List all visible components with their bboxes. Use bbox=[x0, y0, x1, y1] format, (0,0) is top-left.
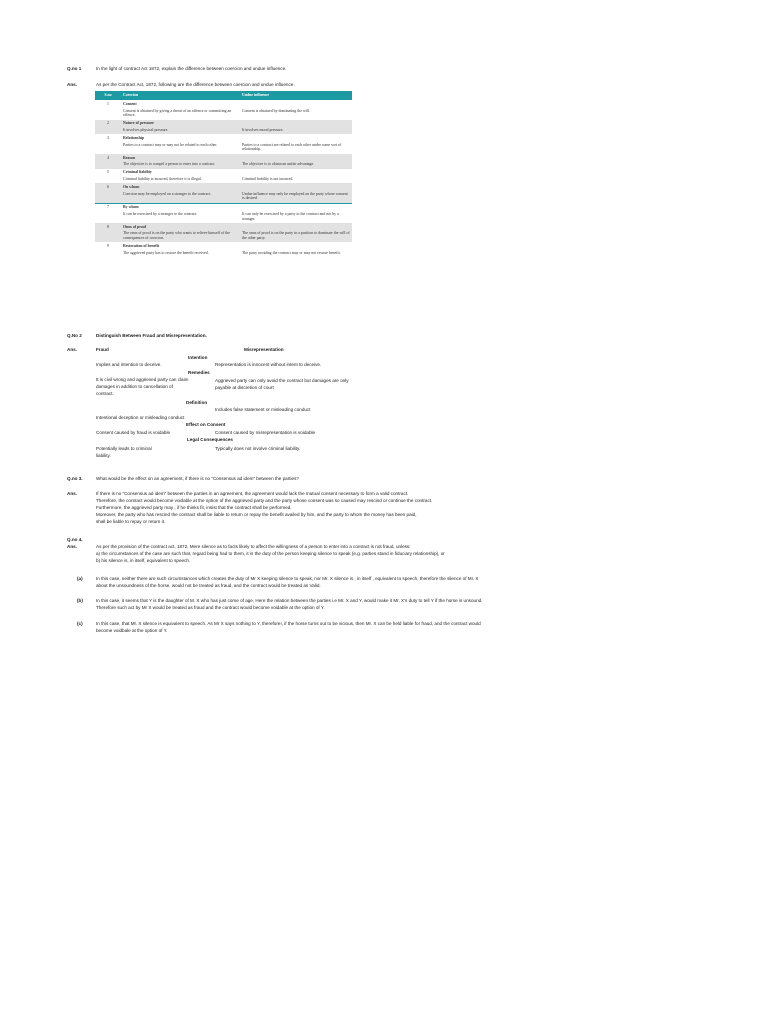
table-row bbox=[95, 100, 352, 119]
table-row bbox=[95, 120, 352, 135]
undue-influence-text: It can only be exercised by a party to the contract and not by a stranger. bbox=[242, 212, 339, 221]
q2-question: Distinguish Between Fraud and Misrepresentation. bbox=[96, 333, 207, 338]
q3-answer-line-5: shall be liable to repay or return it. bbox=[96, 519, 166, 524]
undue-influence-text: The party avoiding the contract may or may not restore benefit. bbox=[242, 250, 341, 255]
q1-label: Q.no 1 bbox=[67, 66, 82, 71]
q2-heading-effect-on-consent: Effect on Consent bbox=[186, 422, 226, 427]
coercion-text: Parties to a contract may or may not be related to each other. bbox=[123, 142, 218, 147]
q4-part-b-line-1: In this case, it seems that Y is the daughter of M. X who has just come of age, Here the relation between the parties i.e Mr. X and Y, would make it Mr. X's duty to tell Y if the horse is unsound. bbox=[96, 598, 483, 603]
q4-answer-line-3: b) his silence is, in itself, equivalent to speech. bbox=[96, 558, 191, 563]
q2-mis-remedies-2: payable at discretion of court bbox=[215, 385, 274, 390]
table-cell-undue-influence bbox=[240, 134, 352, 153]
q2-col-fraud: Fraud bbox=[96, 347, 109, 352]
coercion-text: The aggrieved party has to restore the benefit received. bbox=[123, 250, 209, 255]
table-cell-sno: 2 bbox=[95, 120, 121, 135]
table-row bbox=[95, 134, 352, 153]
table-cell-undue-influence bbox=[240, 183, 352, 203]
q2-fraud-remedies-1: It is civil wrong and aggrieved party can claim bbox=[96, 377, 189, 382]
table-cell-sno: 1 bbox=[95, 100, 121, 119]
table-cell-coercion bbox=[121, 100, 240, 119]
q3-answer-line-4: Moreover, the party who has rescind the contract shall be liable to return or repay the benefit availed by him, and the party to whom the money has been paid, bbox=[96, 512, 417, 517]
table-row bbox=[95, 154, 352, 169]
q4-label: Q.no 4. bbox=[67, 537, 83, 542]
undue-influence-text: It involves moral pressure. bbox=[242, 127, 284, 132]
q3-answer-label: Ans. bbox=[67, 491, 77, 496]
q4-answer-line-2: a) the circumstances of the case are such that, regard being had to them, it is the duty of the person keeping silence to speak (e.g. parties stand in fiduciary relationship), or bbox=[96, 551, 445, 556]
table-cell-coercion bbox=[121, 134, 240, 153]
table-cell-coercion bbox=[121, 242, 240, 257]
q2-fraud-remedies-2: damages in addition to cancellation of bbox=[96, 384, 173, 389]
table-cell-sno: 4 bbox=[95, 154, 121, 169]
spacer bbox=[242, 205, 350, 210]
row-heading: Onus of proof bbox=[123, 224, 147, 229]
q4-part-b-line-2: Therefore such act by Mr X would be treated as fraud and the contract would become voidable at the option of Y. bbox=[96, 605, 325, 610]
table-cell-undue-influence bbox=[240, 154, 352, 169]
table-header-coercion: Coercion bbox=[121, 91, 240, 100]
spacer bbox=[242, 225, 350, 230]
coercion-text: Coercion may be employed on a stranger to the contract. bbox=[123, 191, 212, 196]
spacer bbox=[242, 244, 350, 249]
table-cell-sno: 8 bbox=[95, 223, 121, 242]
q1-answer-label: Ans. bbox=[67, 82, 77, 87]
row-heading: By whom bbox=[123, 205, 139, 210]
table-cell-sno: 7 bbox=[95, 203, 121, 223]
undue-influence-text: Parties to a contract are related to each other under some sort of relationship. bbox=[242, 142, 342, 152]
table-cell-coercion bbox=[121, 183, 240, 203]
q3-question: What would be the effect on an agreement, if there is no “Consensus ad idem” between the parties? bbox=[96, 476, 299, 481]
coercion-text: Criminal liability is incurred, therefore it is illegal. bbox=[123, 176, 202, 181]
q2-mis-intention: Representation is innocent without intent to deceive. bbox=[215, 362, 322, 367]
q1-question: In the light of contract Act 1872, explain the difference between coercion and undue influence. bbox=[96, 66, 287, 71]
row-heading: Consent bbox=[123, 101, 137, 106]
q4-answer-line-1: As per the provision of the contract act, 1872, Mere silence as to facts likely to affect the willingness of a person to enter into a contract is not fraud, unless: bbox=[96, 544, 411, 549]
table-row bbox=[95, 183, 352, 203]
undue-influence-text: Consent is obtained by dominating the will. bbox=[242, 108, 310, 113]
table-cell-sno: 3 bbox=[95, 134, 121, 153]
row-heading: Restoration of benefit bbox=[123, 244, 160, 249]
undue-influence-text: The onus of proof is on the party in a position to dominate the will of the other party. bbox=[242, 231, 350, 241]
q3-label: Q.no 3. bbox=[67, 476, 83, 481]
coercion-undue-influence-table bbox=[95, 91, 352, 257]
table-row bbox=[95, 223, 352, 242]
coercion-text: It can be exercised by a stranger to the contract. bbox=[123, 212, 198, 217]
q2-fraud-legal-1: Potentially leads to criminal bbox=[96, 446, 152, 451]
table-cell-sno: 5 bbox=[95, 169, 121, 184]
coercion-text: The objective is to compel a person to enter into a contract. bbox=[123, 162, 216, 167]
q2-col-misrepresentation: Misrepresentation bbox=[244, 347, 284, 352]
row-heading: Reason bbox=[123, 155, 136, 160]
undue-influence-text: Criminal liability is not incurred. bbox=[242, 176, 294, 181]
spacer bbox=[242, 102, 350, 107]
q4-part-a-line-2: about the unsoundness of the horse, would not be treated as fraud, and the contract would be treated as Valid. bbox=[96, 583, 321, 588]
spacer bbox=[242, 121, 350, 126]
table-header-undue-influence: Undue influence bbox=[240, 91, 352, 100]
q1-answer-intro: As per the Contract Act, 1872, following are the difference between coercion and undue influence. bbox=[96, 82, 295, 87]
table-cell-coercion bbox=[121, 203, 240, 223]
q2-heading-legal-consequences: Legal Consequences bbox=[187, 437, 233, 442]
q2-mis-legal: Typically does not involve criminal liability. bbox=[215, 446, 301, 451]
table-cell-undue-influence bbox=[240, 203, 352, 223]
table-row bbox=[95, 203, 352, 223]
q4-part-a-line-1: In this case, neither there are such circumstances which creates the duty of Mr X keeping silence to speak, nor Mr. X silence is , in itself , equivalent to speech, therefore the silence of Mr. X bbox=[96, 576, 479, 581]
row-heading: Relationship bbox=[123, 136, 144, 141]
table-cell-undue-influence bbox=[240, 100, 352, 119]
spacer bbox=[242, 136, 350, 141]
coercion-text: Consent is obtained by giving a threat of an offence or committing an offence. bbox=[123, 108, 232, 118]
q2-heading-remedies: Remedies bbox=[188, 370, 210, 375]
coercion-text: The onus of proof is on the party who wants to relieve himself of the consequences of coercion. bbox=[123, 231, 230, 241]
table-header-sno: S.no bbox=[95, 91, 121, 100]
row-heading: On whom bbox=[123, 185, 140, 190]
q2-fraud-intention: Implies and intention to deceive. bbox=[96, 362, 162, 367]
q3-answer-line-3: Furthermore, the aggrieved party may , if he thinks fit, insist that the contract shall be performed. bbox=[96, 505, 292, 510]
row-heading: Nature of pressure bbox=[123, 121, 154, 126]
q2-mis-definition: Includes false statement or misleading conduct bbox=[215, 407, 311, 412]
q2-heading-definition: Definition bbox=[186, 400, 208, 405]
q4-part-a-label: (a) bbox=[77, 576, 83, 581]
q3-answer-line-2: Therefore, the contract would become voidable at the option of the aggrieved party and the party whose consent was so caused may rescind or continue the contract. bbox=[96, 498, 433, 503]
q2-heading-intention: Intention bbox=[188, 355, 208, 360]
table-cell-coercion bbox=[121, 120, 240, 135]
row-heading: Criminal liability bbox=[123, 170, 152, 175]
table-cell-undue-influence bbox=[240, 223, 352, 242]
q2-answer-label: Ans. bbox=[67, 347, 77, 352]
q4-answer-label: Ans. bbox=[67, 544, 77, 549]
q2-label: Q.No 2 bbox=[67, 333, 82, 338]
table-cell-coercion bbox=[121, 154, 240, 169]
undue-influence-text: The objective is to obtain an unfair advantage. bbox=[242, 162, 315, 167]
q4-part-b-label: (b) bbox=[77, 598, 83, 603]
table-cell-undue-influence bbox=[240, 242, 352, 257]
table-cell-undue-influence bbox=[240, 169, 352, 184]
table-cell-coercion bbox=[121, 169, 240, 184]
q3-answer-line-1: If there is no “Consensus ad idem” between the parties in an agreement, the agreement would lack the mutual consent necessary to form a valid contract. bbox=[96, 491, 409, 496]
table-row bbox=[95, 242, 352, 257]
q4-part-c-label: (c) bbox=[77, 621, 83, 626]
q2-fraud-effect: Consent caused by fraud is voidable bbox=[96, 430, 171, 435]
table-header-row bbox=[95, 91, 352, 100]
spacer bbox=[242, 185, 350, 190]
q2-fraud-remedies-3: contract. bbox=[96, 391, 114, 396]
q2-mis-remedies-1: Aggrieved party can only avoid the contract but damages are only bbox=[215, 378, 349, 383]
q4-part-c-line-2: become voidbale at the option of Y. bbox=[96, 628, 168, 633]
table-cell-sno: 6 bbox=[95, 183, 121, 203]
q2-fraud-definition: Intentional deception or misleading conduct bbox=[96, 415, 185, 420]
coercion-text: It involves physical pressure. bbox=[123, 127, 169, 132]
q2-mis-effect: Consent caused by misrepresentation is voidable bbox=[215, 430, 316, 435]
table-cell-undue-influence bbox=[240, 120, 352, 135]
spacer bbox=[242, 156, 350, 161]
undue-influence-text: Undue influence may only be employed on the party whose consent is desired. bbox=[242, 191, 348, 201]
q2-fraud-legal-2: liability. bbox=[96, 453, 111, 458]
table-cell-coercion bbox=[121, 223, 240, 242]
q4-part-c-line-1: In this case, that Mr. X silence is equivalent to speech. As Mr X says nothing to Y, therefore!, if the horse turns out to be vicious, then Mr. X can be held liable for fraud, and the contract would bbox=[96, 621, 481, 626]
spacer bbox=[242, 170, 350, 175]
table-row bbox=[95, 169, 352, 184]
table-cell-sno: 9 bbox=[95, 242, 121, 257]
